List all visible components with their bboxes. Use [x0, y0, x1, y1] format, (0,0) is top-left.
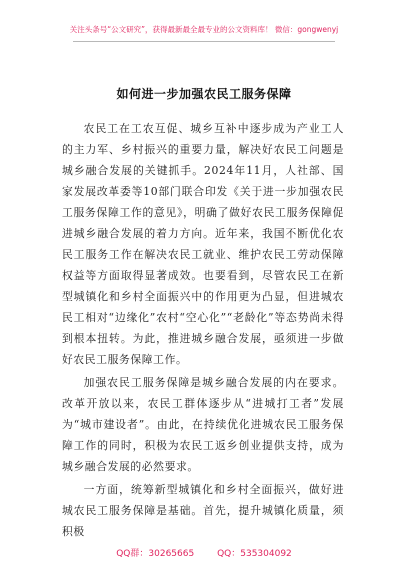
body-paragraph-3: 一方面，统筹新型城镇化和乡村全面振兴，做好进城农民工服务保障是基础。首先，提升城镇化质量，须积极	[62, 483, 344, 538]
header-divider	[73, 41, 335, 42]
page-footer	[0, 546, 408, 559]
body-paragraph-2: 加强农民工服务保障是城乡融合发展的内在要求。改革开放以来，农民工群体逐步从“进城打工者”发展为“城市建设者”。由此，在持续优化进城农民工服务保障工作的同时，积极为农民工返乡创业提供支持，成为城乡融合发展的必然要求。	[62, 376, 344, 473]
body-paragraph-1: 农民工在工农互促、城乡互补中逐步成为产业工人的主力军、乡村振兴的重要力量，解决好农民工问题是城乡融合发展的关键抓手。2024年11月，人社部、国家发展改革委等10部门联合印发《关于进一步加强农民工服务保障工作的意见》，明确了做好农民工服务保障促进城乡融合发展的着力方向。近年来，我国不断优化农民工服务工作在解决农民工就业、维护农民工劳动保障权益等方面取得显著成效。也要看到，尽管农民工在新型城镇化和乡村全面振兴中的作用更为凸显，但进城农民工相对“边缘化”农村“空心化”“老龄化”等态势尚未得到根本扭转。为此，推进城乡融合发展，亟须进一步做好农民工服务保障工作。	[62, 122, 344, 366]
footer-qq-group: QQ群：30265665	[116, 549, 195, 559]
footer-qq-number: QQ：535304092	[217, 549, 292, 559]
document-body	[62, 118, 344, 542]
page-header-banner: 关注头条号“公文研究”，获得最新最全最专业的公文资料库！ 微信：gongwenyj	[69, 25, 339, 34]
document-title: 如何进一步加强农民工服务保障	[116, 87, 292, 101]
